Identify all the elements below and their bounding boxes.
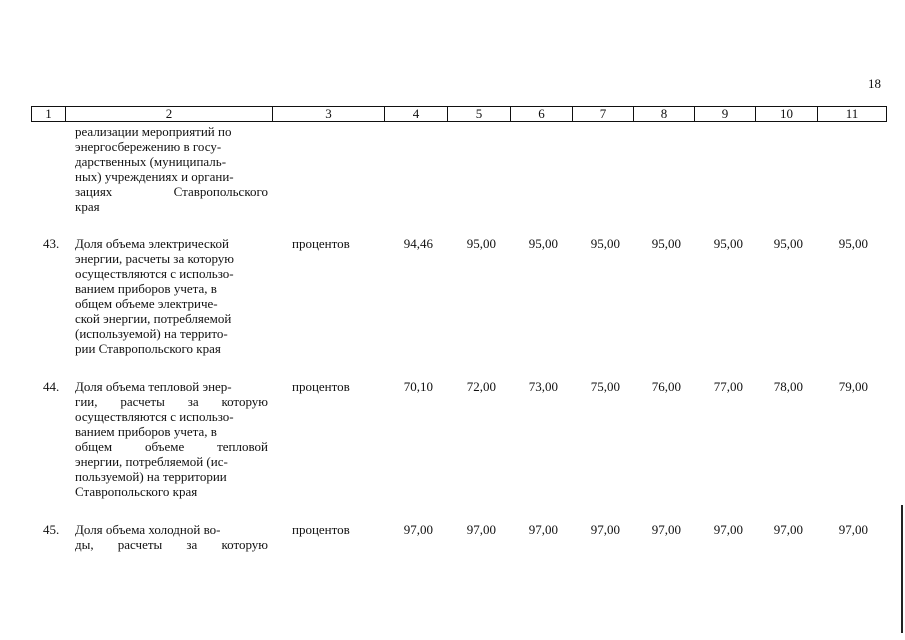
row-unit: процентов — [292, 379, 350, 394]
desc-line: энергосбережению в госу- — [75, 139, 222, 154]
value-col-7: 95,00 — [590, 236, 620, 251]
row-description — [75, 379, 268, 499]
desc-line: гии, расчеты за которую — [75, 394, 268, 409]
row-unit: процентов — [292, 522, 350, 537]
header-col-5: 5 — [448, 107, 511, 121]
desc-line: ванием приборов учета, в — [75, 281, 217, 296]
header-col-7: 7 — [573, 107, 634, 121]
value-col-11: 95,00 — [838, 236, 868, 251]
header-col-2: 2 — [66, 107, 273, 121]
desc-line: рии Ставропольского края — [75, 341, 221, 356]
value-col-5: 97,00 — [466, 522, 496, 537]
desc-line: энергии, расчеты за которую — [75, 251, 234, 266]
desc-line: ных) учреждениях и органи- — [75, 169, 234, 184]
desc-line: (используемой) на террито- — [75, 326, 228, 341]
desc-line: ды, расчеты за которую — [75, 537, 268, 552]
row-description — [75, 124, 268, 214]
desc-line: Ставропольского края — [75, 484, 198, 499]
table-header-row — [31, 106, 887, 122]
desc-line: осуществляются с использо- — [75, 409, 234, 424]
header-col-11: 11 — [845, 106, 859, 121]
value-col-5: 72,00 — [466, 379, 496, 394]
page-number: 18 — [868, 76, 881, 91]
row-number: 44. — [43, 379, 60, 394]
value-col-8: 97,00 — [651, 522, 681, 537]
desc-line: общем объеме тепловой — [75, 439, 268, 454]
value-col-10: 78,00 — [773, 379, 803, 394]
row-description — [75, 522, 268, 552]
scan-edge-line — [901, 505, 903, 633]
value-col-10: 95,00 — [773, 236, 803, 251]
value-col-7: 97,00 — [590, 522, 620, 537]
header-col-10: 10 — [756, 107, 818, 121]
value-col-9: 77,00 — [713, 379, 743, 394]
value-col-6: 95,00 — [528, 236, 558, 251]
value-col-6: 73,00 — [528, 379, 558, 394]
value-col-4: 97,00 — [403, 522, 433, 537]
desc-line: края — [75, 199, 100, 214]
desc-line: Доля объема тепловой энер- — [75, 379, 232, 394]
row-number: 43. — [43, 236, 60, 251]
value-col-5: 95,00 — [466, 236, 496, 251]
desc-line: зациях Ставропольского — [75, 184, 268, 199]
desc-line: ванием приборов учета, в — [75, 424, 217, 439]
row-number: 45. — [43, 522, 60, 537]
desc-line: дарственных (муниципаль- — [75, 154, 227, 169]
value-col-8: 95,00 — [651, 236, 681, 251]
header-col-9: 9 — [695, 107, 756, 121]
header-col-3: 3 — [273, 107, 385, 121]
row-description — [75, 236, 268, 356]
header-col-6: 6 — [511, 107, 573, 121]
desc-line: реализации мероприятий по — [75, 124, 232, 139]
desc-line: Доля объема электрической — [75, 236, 229, 251]
value-col-11: 79,00 — [838, 379, 868, 394]
desc-line: ской энергии, потребляемой — [75, 311, 232, 326]
header-col-1: 1 — [32, 107, 66, 121]
desc-line: осуществляются с использо- — [75, 266, 234, 281]
header-col-8: 8 — [634, 107, 695, 121]
value-col-10: 97,00 — [773, 522, 803, 537]
value-col-8: 76,00 — [651, 379, 681, 394]
desc-line: общем объеме электриче- — [75, 296, 218, 311]
value-col-6: 97,00 — [528, 522, 558, 537]
value-col-9: 95,00 — [713, 236, 743, 251]
row-unit: процентов — [292, 236, 350, 251]
desc-line: Доля объема холодной во- — [75, 522, 221, 537]
desc-line: пользуемой) на территории — [75, 469, 227, 484]
value-col-9: 97,00 — [713, 522, 743, 537]
desc-line: энергии, потребляемой (ис- — [75, 454, 228, 469]
value-col-4: 70,10 — [403, 379, 433, 394]
value-col-4: 94,46 — [403, 236, 433, 251]
value-col-7: 75,00 — [590, 379, 620, 394]
header-col-4: 4 — [385, 107, 448, 121]
value-col-11: 97,00 — [838, 522, 868, 537]
